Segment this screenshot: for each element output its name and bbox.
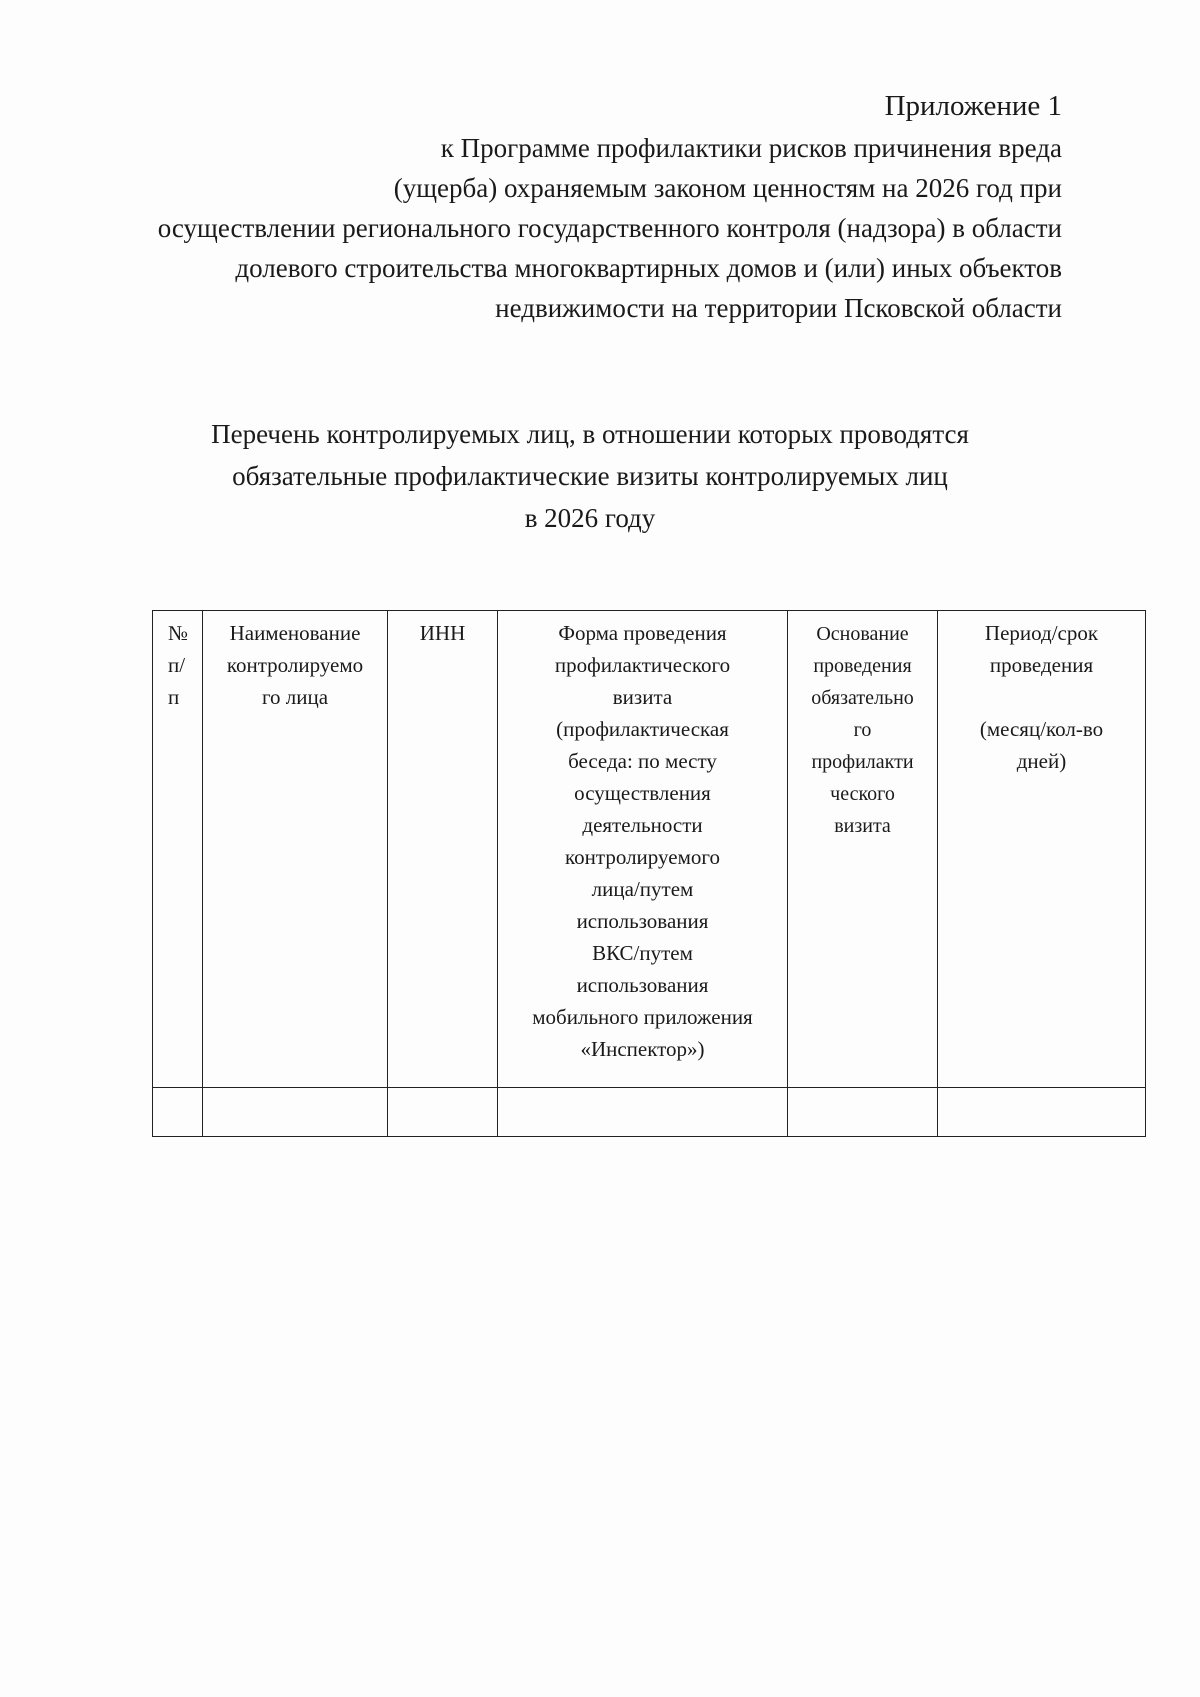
header-basis: Основание проведения обязательно го профилакти ческого визита (788, 611, 938, 1088)
title-line: в 2026 году (524, 503, 656, 533)
table-row (153, 1088, 1146, 1137)
table-cell (153, 1088, 203, 1137)
title-line: Перечень контролируемых лиц, в отношении которых проводятся (211, 419, 969, 449)
header-number: № п/ п (153, 611, 203, 1088)
table-cell (203, 1088, 388, 1137)
appendix-text-line: недвижимости на территории Псковской области (495, 293, 1062, 323)
table-cell (938, 1088, 1146, 1137)
table-cell (498, 1088, 788, 1137)
header-inn: ИНН (388, 611, 498, 1088)
appendix-text-line: долевого строительства многоквартирных домов и (или) иных объектов (235, 253, 1062, 283)
table-cell (788, 1088, 938, 1137)
header-name: Наименование контролируемо го лица (203, 611, 388, 1088)
header-visit-form: Форма проведения профилактического визита (профилактическая беседа: по месту осуществления деятельности контролируемого лица/путем использования ВКС/путем использования мобильного приложения «Инспектор») (498, 611, 788, 1088)
controlled-persons-table (152, 610, 1146, 1137)
table-cell (388, 1088, 498, 1137)
appendix-text-line: к Программе профилактики рисков причинения вреда (440, 133, 1062, 163)
appendix-header (158, 84, 1062, 328)
appendix-text-line: (ущерба) охраняемым законом ценностям на 2026 год при (393, 173, 1062, 203)
document-title (190, 413, 990, 539)
table-header-row (153, 611, 1146, 1088)
title-line: обязательные профилактические визиты контролируемых лиц (232, 461, 948, 491)
appendix-text-line: осуществлении регионального государственного контроля (надзора) в области (157, 213, 1062, 243)
appendix-number: Приложение 1 (884, 90, 1062, 122)
header-period: Период/срок проведения (месяц/кол-во дней) (938, 611, 1146, 1088)
